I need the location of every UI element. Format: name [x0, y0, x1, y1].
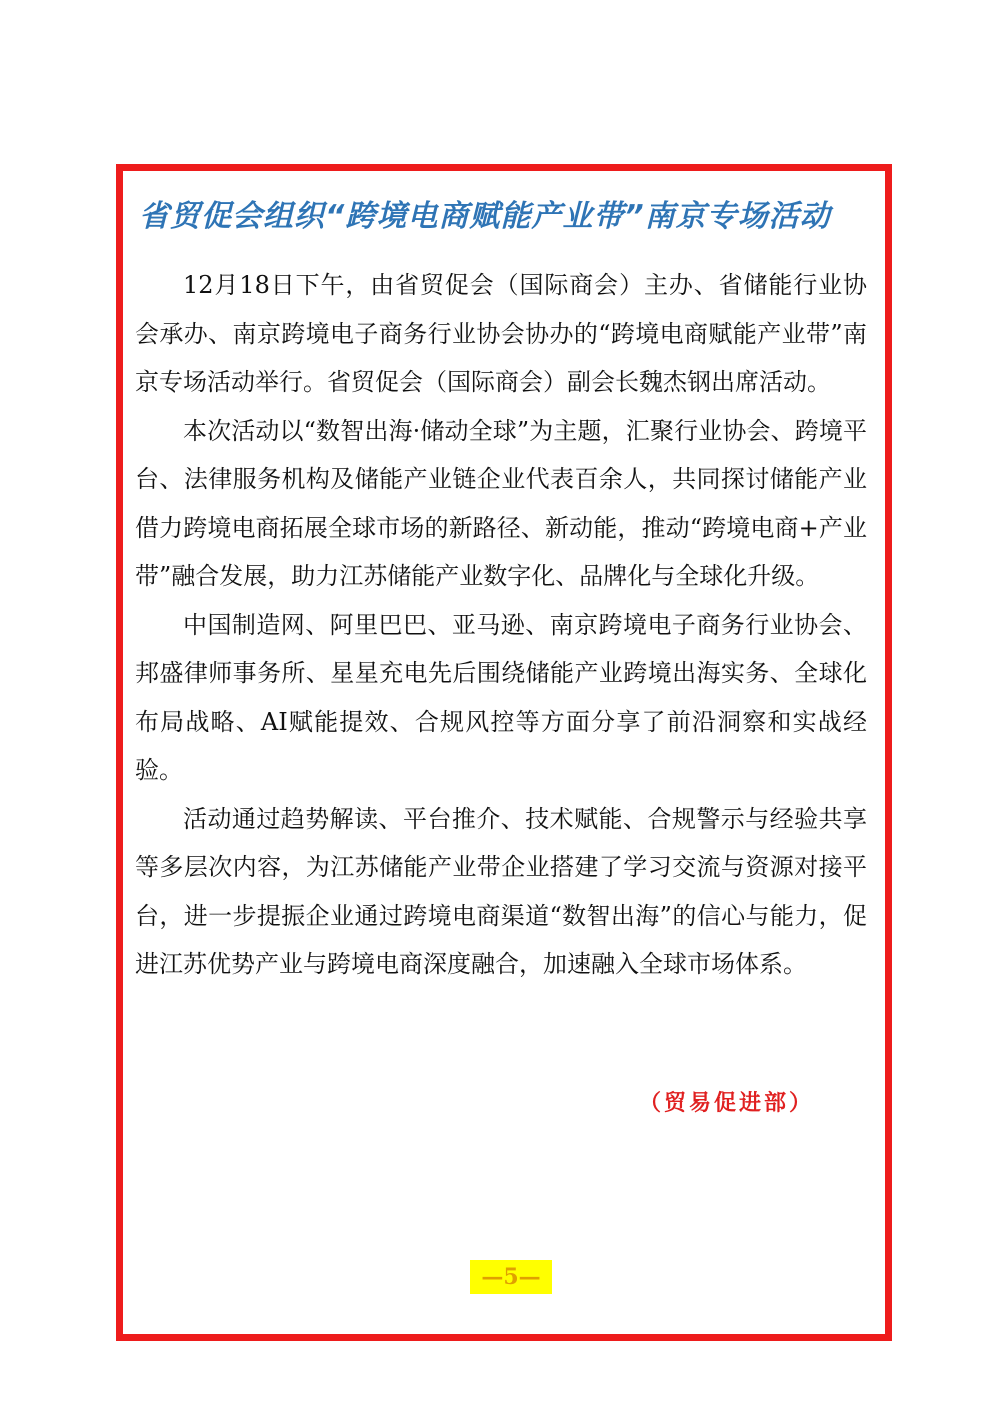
article-body	[135, 261, 867, 989]
page-number: —5—	[470, 1260, 552, 1294]
article-paragraph-2: 本次活动以“数智出海·储动全球”为主题，汇聚行业协会、跨境平台、法律服务机构及储能产业链企业代表百余人，共同探讨储能产业借力跨境电商拓展全球市场的新路径、新动能，推动“跨境电商+产业带”融合发展，助力江苏储能产业数字化、品牌化与全球化升级。	[135, 416, 867, 590]
article-paragraph-4: 活动通过趋势解读、平台推介、技术赋能、合规警示与经验共享等多层次内容，为江苏储能产业带企业搭建了学习交流与资源对接平台，进一步提振企业通过跨境电商渠道“数智出海”的信心与能力，促进江苏优势产业与跨境电商深度融合，加速融入全球市场体系。	[135, 804, 867, 978]
department-signoff: （贸易促进部）	[639, 1090, 815, 1116]
page-border-frame	[116, 164, 892, 1341]
article-title: 省贸促会组织“跨境电商赋能产业带”南京专场活动	[139, 199, 831, 234]
article-paragraph-1: 12月18日下午，由省贸促会（国际商会）主办、省储能行业协会承办、南京跨境电子商务行业协会协办的“跨境电商赋能产业带”南京专场活动举行。省贸促会（国际商会）副会长魏杰钢出席活动。	[135, 271, 867, 396]
article-paragraph-3: 中国制造网、阿里巴巴、亚马逊、南京跨境电子商务行业协会、邦盛律师事务所、星星充电先后围绕储能产业跨境出海实务、全球化布局战略、AI赋能提效、合规风控等方面分享了前沿洞察和实战经验。	[135, 610, 867, 784]
